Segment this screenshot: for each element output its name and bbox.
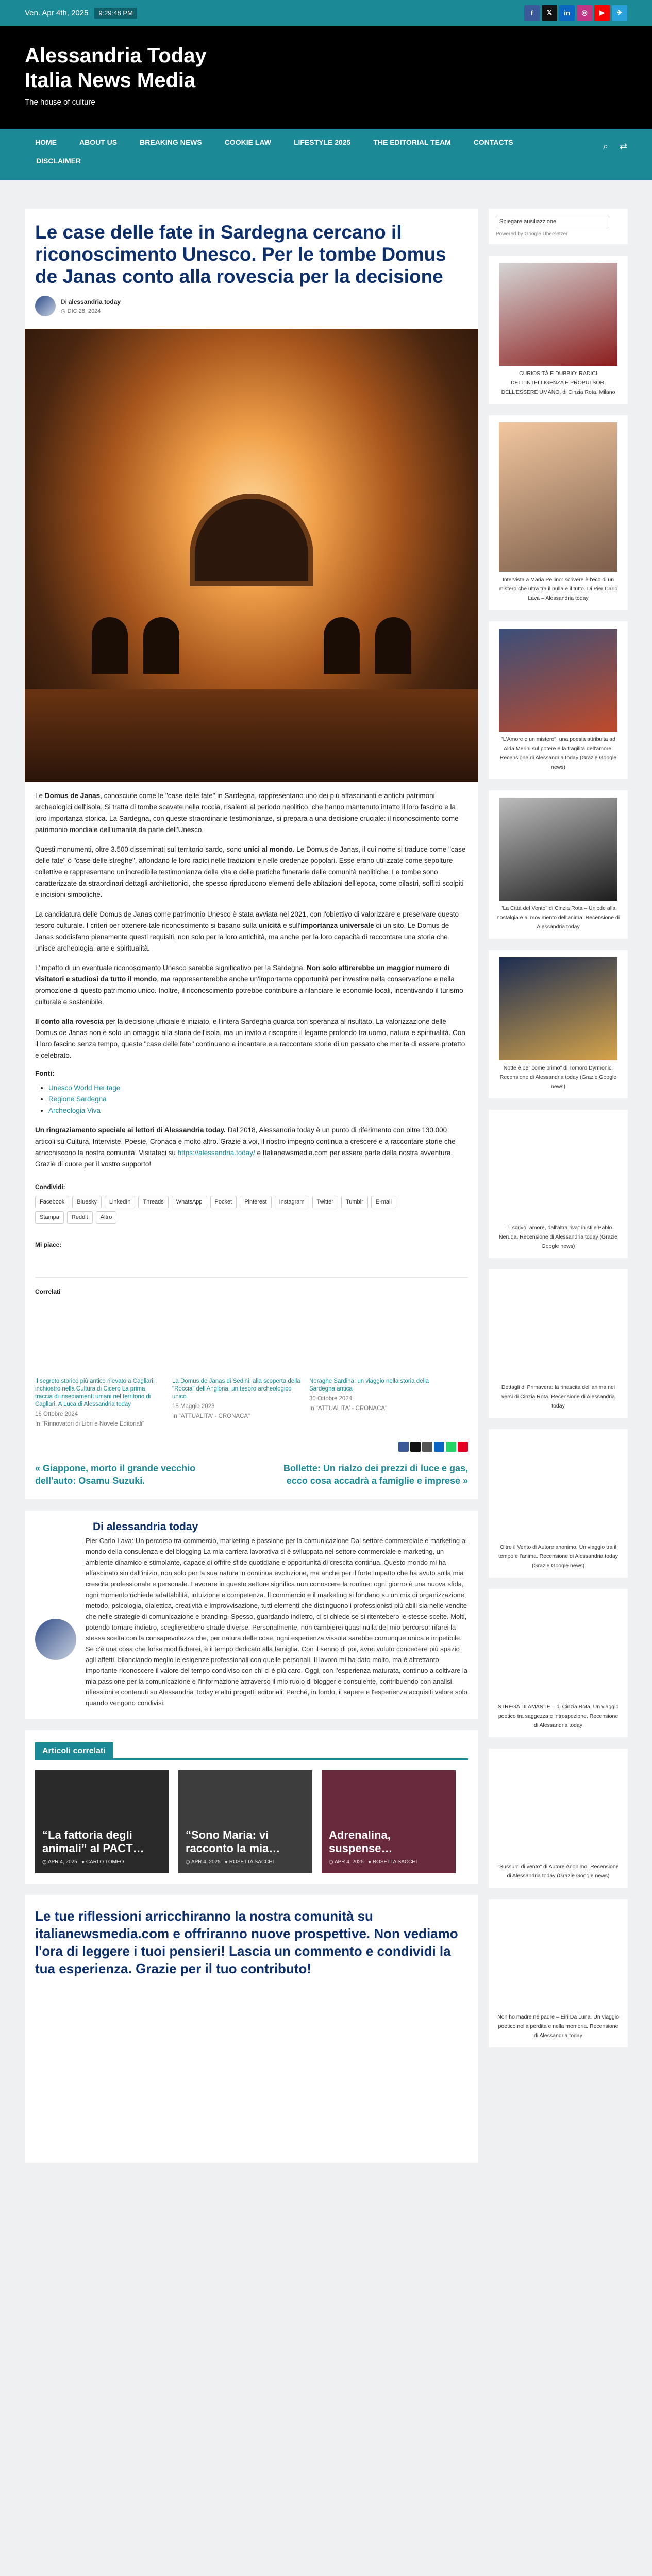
sidebar-post-caption[interactable]: CURIOSITÀ E DUBBIO: RADICI DELL'INTELLIGENZA E PROPULSORI DELL'ESSERE UMANO, di Cinzia Rota. Milano [501, 370, 615, 395]
sidebar-post-image[interactable] [499, 1436, 617, 1539]
tomb-entrance [190, 494, 313, 586]
telegram-icon[interactable]: ✈ [612, 5, 627, 21]
nav-item-contacts[interactable]: CONTACTS [473, 138, 513, 146]
facebook-icon[interactable]: f [524, 5, 540, 21]
related-title-link[interactable]: Il segreto storico più antico rilevato a Cagliari: inchiostro nella Cultura di Cicero La prima traccia di insediamenti umani nel territorio di Cagliari. A Luca di Alessandria today [35, 1378, 155, 1408]
related-articles [25, 1730, 478, 1884]
share-tumblr-button[interactable]: Tumblr [341, 1196, 368, 1208]
sidebar-post-image[interactable] [499, 957, 617, 1060]
sidebar-post-widget [489, 790, 628, 939]
article-body [35, 790, 468, 1170]
nav-item-about-us[interactable]: ABOUT US [79, 138, 118, 146]
nav-icons [603, 141, 627, 152]
site-title-line2[interactable]: Italia News Media [25, 69, 196, 92]
related-card[interactable] [178, 1770, 312, 1873]
nav-item-disclaimer[interactable]: DISCLAIMER [36, 157, 81, 165]
nav-menu [25, 129, 550, 170]
top-bar [0, 0, 652, 26]
ground [25, 689, 478, 782]
clock-icon: ◷ [61, 308, 68, 314]
related-category: In "Rinnovatori di Libri e Novele Editoriali" [35, 1421, 145, 1427]
current-time: 9:29:48 PM [94, 8, 137, 19]
tomb-arch [143, 617, 179, 674]
author-prefix: Di [61, 298, 67, 306]
related-item [35, 1378, 164, 1428]
sidebar-post-caption[interactable]: Intervista a Maria Pellino: scrivere è l'eco di un mistero che ultra tra il nulla e il tutto. Di Pier Carlo Lava – Alessandria today [498, 577, 618, 601]
divider [35, 1277, 468, 1278]
sidebar-post-widget [489, 1749, 628, 1888]
sidebar-post-image[interactable] [499, 1277, 617, 1380]
thanks-paragraph: Un ringraziamento speciale ai lettori di Alessandria today. Dal 2018, Alessandria today è un punto di riferimento con oltre 130.000 articoli su Cultura, Interviste, Poesie, Cronaca e molto altro. Grazie a voi, il nostro impegno continua a crescere e a raccontare storie che arricchiscono la nostra comunità. Visitateci su https://alessandria.today/ e Italianewsmedia.com per essere parte della nostra avventura. Grazie di cuore per il vostro supporto! [35, 1126, 456, 1168]
likes-label: Mi piace: [35, 1241, 62, 1248]
nav-item-breaking-news[interactable]: BREAKING NEWS [140, 138, 202, 146]
related-title-link[interactable]: La Domus de Janas di Sedini: alla scoperta della "Roccia" dell'Anglona, un tesoro archeologico unico [172, 1378, 300, 1400]
share-whatsapp-button[interactable]: WhatsApp [172, 1196, 207, 1208]
x-icon[interactable]: 𝕏 [542, 5, 557, 21]
related-cards [35, 1770, 468, 1873]
related-card-meta: ◷ APR 4, 2025 ● ROSETTA SACCHI [329, 1859, 417, 1865]
instagram-icon[interactable]: ◎ [577, 5, 592, 21]
sidebar-post-caption[interactable]: Dettagli di Primavera: la rinascita dell'anima nei versi di Cinzia Rota. Recensione di Alessandria today [501, 1384, 615, 1409]
post-date-text[interactable]: DIC 28, 2024 [67, 308, 101, 314]
shuffle-icon[interactable]: ⇄ [619, 141, 627, 151]
related-label: Correlati [35, 1288, 61, 1295]
related-card-title[interactable]: Adrenalina, suspense… [329, 1828, 393, 1855]
author-box-heading[interactable]: Di alessandria today [93, 1521, 198, 1533]
user-icon: ● [225, 1859, 229, 1865]
related-heading: Articoli correlati [35, 1742, 113, 1760]
related-date: 16 Ottobre 2024 [35, 1411, 78, 1417]
user-icon: ● [368, 1859, 373, 1865]
sidebar-post-caption[interactable]: Notte è per come primo" di Tomoro Dyrmonic. Recensione di Alessandria today (Grazie Google news) [499, 1065, 617, 1090]
related-item [172, 1378, 301, 1428]
main-content [25, 209, 478, 2163]
paragraph: Le Domus de Janas, conosciute come le "case delle fate" in Sardegna, rappresentano uno dei più affascinanti e antichi patrimoni archeologici dell'isola. Si tratta di tombe scavate nella roccia, risalenti al periodo neolitico, che hanno mantenuto intatto il loro fascino e la loro importanza storica. La Sardegna, con queste straordinarie testimonianze, si prepara a una decisione cruciale: il riconoscimento come patrimonio mondiale dell'umanità da parte dell'Unesco. [35, 792, 459, 834]
share-label: Condividi: [35, 1183, 65, 1191]
sidebar-post-caption[interactable]: "L'Amore e un mistero", una poesia attribuita ad Alda Merini sul potere e la fragilità dell'amore. Recensione di Alessandria today (Grazie Google news) [499, 736, 617, 770]
language-select[interactable]: Spiegare ausiliazzione [496, 216, 609, 227]
related-posts [35, 1378, 468, 1428]
social-links [524, 5, 627, 21]
sidebar-post-caption[interactable]: STREGA DI AMANTE – di Cinzia Rota. Un viaggio poetico tra saggezza e introspezione. Recensione di Alessandria today [497, 1704, 619, 1728]
post-date [61, 308, 121, 314]
post-navigation [35, 1462, 468, 1487]
sidebar-post-widget [489, 621, 628, 779]
clock-icon: ◷ [42, 1859, 48, 1865]
pinterest-icon[interactable] [458, 1442, 468, 1452]
site-title-line1[interactable]: Alessandria Today [25, 44, 207, 67]
article [25, 209, 478, 1499]
share-threads-button[interactable]: Threads [138, 1196, 168, 1208]
author-bio: Pier Carlo Lava: Un percorso tra commercio, marketing e passione per la comunicazione Dal settore commerciale e marketing al mondo della consulenza e del blogging La mia carriera lavorativa si è sviluppata nel settore commerciale e marketing, un ambiente dinamico e stimolante, capace di offrire sfide quotidiane e opportunità di crescita continua. Questo mondo mi ha affascinato sin dall'inizio, non solo per la sua natura in continua evoluzione, ma anche per il forte impatto che ha avuto sulla mia crescita professionale e personale. Lavorare in questo settore significa non conoscere la routine: ogni giorno è una nuova sfida, ogni momento richiede adattabilità, intuizione e competenza. Il commercio e il marketing si fondano su un mix di organizzazione, metodo, psicologia, dialettica, creatività e improvvisazione, tutti elementi che distinguono i professionisti più abili sia nelle vendite che nelle strategie di comunicazione e branding. Spesso, guardando indietro, ci si chiede se si ritentebero le stesse scelte. Molti, potendo tornare indietro, sceglierebbero strade diverse. Personalmente, non cambierei quasi nulla del mio percorso: rifarei la stessa scelta con la consapevolezza che, per natura delle cose, ogni esperienza vissuta sarebbe comunque unica e irripetibile. Se c'è una cosa che forse modificherei, è il tempo dedicato alla famiglia. Con il senno di poi, avrei voluto concedere più spazio agli affetti, bilanciando meglio le esigenze professionali con quelle personali. Il lavoro mi ha dato molto, ma è altrettanto importante riconoscere il valore del tempo condiviso con chi ci è più caro. Oggi, con l'esperienza maturata, continuo a coltivare la mia passione per la comunicazione e l'informazione attraverso il mio ruolo di blogger e consulente, contribuendo con analisi, riflessioni e contenuti su Alessandria Today e altri progetti editoriali. Perché, in fondo, il sapere e l'esperienza acquisiti valore solo quando vengono condivisi. [86, 1537, 467, 1707]
sidebar-post-widget [489, 415, 628, 610]
tomb-arch [324, 617, 360, 674]
comment-section [25, 1895, 478, 2163]
share-icons-small [35, 1442, 468, 1452]
user-icon: ● [81, 1859, 86, 1865]
author-box [25, 1511, 478, 1719]
share-pocket-button[interactable]: Pocket [210, 1196, 237, 1208]
sidebar-post-image[interactable] [499, 1596, 617, 1699]
share-stampa-button[interactable]: Stampa [35, 1211, 64, 1224]
sidebar-post-image[interactable] [499, 263, 617, 366]
site-title[interactable] [25, 43, 627, 93]
sidebar-post-caption[interactable]: Oltre il Vento di Autore anonimo. Un viaggio tra il tempo e l'anima. Recensione di Alessandria today (Grazie Google news) [498, 1544, 618, 1569]
sidebar-post-widget [489, 1899, 628, 2047]
related-card-meta: ◷ APR 4, 2025 ● CARLO TOMEO [42, 1859, 124, 1865]
x-icon[interactable] [410, 1442, 421, 1452]
main-nav [0, 129, 652, 180]
tomb-arch [375, 617, 411, 674]
paragraph: L'impatto di un eventuale riconoscimento Unesco sarebbe significativo per la Sardegna. Non solo attirerebbe un maggior numero di visitatori e studiosi da tutto il mondo, ma rappresenterebbe anche un'importante opportunità per investire nella conservazione e nella promozione di questo patrimonio unico. Inoltre, il riconoscimento potrebbe contribuire a rilanciare le economie locali, incentivando il turismo culturale e sostenibile. [35, 964, 463, 1006]
share-altro-button[interactable]: Altro [96, 1211, 117, 1224]
share-facebook-button[interactable]: Facebook [35, 1196, 69, 1208]
sidebar-post-widget [489, 950, 628, 1098]
share-linkedin-button[interactable]: LinkedIn [105, 1196, 136, 1208]
related-card[interactable] [322, 1770, 456, 1873]
share-reddit-button[interactable]: Reddit [67, 1211, 93, 1224]
current-date: Ven. Apr 4th, 2025 [25, 8, 89, 18]
featured-image [25, 329, 478, 782]
post-title: Le case delle fate in Sardegna cercano il riconoscimento Unesco. Per le tombe Domus de Janas conto alla rovescia per la decisione [35, 222, 446, 287]
site-tagline: The house of culture [25, 98, 95, 107]
source-item [48, 1105, 468, 1116]
share-bluesky-button[interactable]: Bluesky [72, 1196, 102, 1208]
nav-item-lifestyle-2025[interactable]: LIFESTYLE 2025 [293, 138, 351, 146]
sidebar-post-image[interactable] [499, 422, 617, 572]
sidebar-post-caption[interactable]: "La Città del Vento" di Cinzia Rota – Un'ode alla nostalgia e al movimento dell'anima. Recensione di Alessandria today [496, 905, 620, 930]
next-post-link[interactable]: Bollette: Un rialzo dei prezzi di luce e gas, ecco cosa accadrà a famiglie e imprese » [283, 1463, 468, 1486]
source-item [48, 1082, 468, 1094]
related-card-meta: ◷ APR 4, 2025 ● ROSETTA SACCHI [186, 1859, 274, 1865]
sources-label: Fonti: [35, 1070, 55, 1077]
prev-post-link[interactable]: « Giappone, morto il grande vecchio dell'auto: Osamu Suzuki. [35, 1463, 196, 1486]
sidebar [489, 209, 628, 2059]
clock-icon: ◷ [329, 1859, 335, 1865]
share-instagram-button[interactable]: Instagram [275, 1196, 309, 1208]
author-link[interactable]: alessandria today [68, 298, 121, 306]
source-link[interactable]: Unesco World Heritage [48, 1084, 121, 1092]
share-twitter-button[interactable]: Twitter [312, 1196, 338, 1208]
nav-item-the-editorial-team[interactable]: THE EDITORIAL TEAM [373, 138, 451, 146]
author-line [61, 298, 121, 306]
search-icon[interactable]: ⌕ [603, 141, 608, 151]
sidebar-post-caption[interactable]: "Sussurri di vento" di Autore Anonimo. Recensione di Alessandria today (Grazie Google news) [497, 1863, 619, 1879]
tomb-arch [92, 617, 128, 674]
comment-prompt: Le tue riflessioni arricchiranno la nostra comunità su italianewsmedia.com e offriranno nuove prospettive. Non vediamo l'ora di leggere i tuoi pensieri! Lascia un commento e condividi la tua esperienza. Grazie per il tuo contributo! [35, 1908, 458, 1976]
source-link[interactable]: Regione Sardegna [48, 1095, 107, 1103]
paragraph: Il conto alla rovescia per la decisione ufficiale è iniziato, e l'intera Sardegna guarda con speranza al risultato. La valorizzazione delle Domus de Janas non è solo un omaggio alla storia dell'isola, ma un invito a riscoprire il legame profondo tra uomo, natura e spiritualità. Con il loro fascino senza tempo, queste "case delle fate" continuano a incantare e a raccontare storie di un passato che merita di essere protetto e celebrato. [35, 1018, 465, 1059]
whatsapp-icon[interactable] [446, 1442, 456, 1452]
author-avatar-large[interactable] [35, 1619, 76, 1660]
site-link[interactable]: https://alessandria.today/ [177, 1149, 255, 1157]
paragraph: Questi monumenti, oltre 3.500 disseminati sul territorio sardo, sono unici al mondo. Le Domus de Janas, il cui nome si traduce come "case delle fate" o "case delle streghe", affondano le loro radici nelle tradizioni e nelle credenze popolari. Esse erano utilizzate come sepolture collettive e rappresentano un'incredibile testimonianza della vita e delle pratiche funerarie delle comunità neolitiche. Le tombe sono caratterizzate da straordinari dettagli architettonici, che spesso riproducono elementi delle abitazioni dell'epoca, come pilastri, soffitti scolpiti e incisioni simboliche. [35, 845, 466, 899]
sidebar-post-image[interactable] [499, 1756, 617, 1859]
related-card-title[interactable]: “La fattoria degli animali” al PACT… [42, 1828, 144, 1855]
source-item [48, 1094, 468, 1105]
sidebar-post-widget [489, 1589, 628, 1737]
post-byline [35, 296, 468, 316]
paragraph: La candidatura delle Domus de Janas come patrimonio Unesco è stata avviata nel 2021, con l'obiettivo di valorizzare e preservare questo tesoro culturale. I criteri per ottenere tale riconoscimento si basano sulla unicità e sull'importanza universale di un sito. Le Domus de Janas soddisfano pienamente questi requisiti, non solo per la loro antichità, ma anche per la loro capacità di raccontare una storia che unisce archeologia, arte e spiritualità. [35, 910, 459, 952]
related-category: In "ATTUALITA' - CRONACA" [172, 1413, 250, 1419]
sidebar-post-widget [489, 1269, 628, 1418]
sidebar-post-image[interactable] [499, 798, 617, 901]
sidebar-post-image[interactable] [499, 1906, 617, 2009]
sidebar-widgets [489, 256, 628, 2047]
sidebar-post-widget [489, 256, 628, 404]
date-time [25, 9, 137, 18]
sidebar-post-widget [489, 1110, 628, 1258]
author-avatar[interactable] [35, 296, 56, 316]
masthead [0, 26, 652, 129]
linkedin-icon[interactable] [434, 1442, 444, 1452]
facebook-icon[interactable] [398, 1442, 409, 1452]
sidebar-post-image[interactable] [499, 629, 617, 732]
share-buttons [35, 1196, 427, 1224]
related-date: 15 Maggio 2023 [172, 1403, 215, 1410]
sources-list [48, 1082, 468, 1116]
share-pinterest-button[interactable]: Pinterest [240, 1196, 271, 1208]
source-link[interactable]: Archeologia Viva [48, 1107, 101, 1114]
youtube-icon[interactable]: ▶ [594, 5, 610, 21]
related-item [309, 1378, 438, 1428]
related-card[interactable] [35, 1770, 169, 1873]
nav-item-cookie-law[interactable]: COOKIE LAW [224, 138, 271, 146]
sidebar-post-caption[interactable]: "Ti scrivo, amore, dall'altra riva" in stile Pablo Neruda. Recensione di Alessandria today (Grazie Google news) [499, 1225, 617, 1249]
sidebar-post-image[interactable] [499, 1117, 617, 1220]
translate-widget [489, 209, 628, 244]
related-date: 30 Ottobre 2024 [309, 1396, 353, 1402]
sidebar-post-widget [489, 1429, 628, 1578]
linkedin-icon[interactable]: in [559, 5, 575, 21]
nav-item-home[interactable]: HOME [35, 138, 57, 146]
related-category: In "ATTUALITA' - CRONACA" [309, 1405, 388, 1412]
sidebar-post-caption[interactable]: Non ho madre né padre – Eiri Da Luna. Un viaggio poetico nella perdita e nella memoria. Recensione di Alessandria today [497, 2014, 619, 2039]
email-icon[interactable] [422, 1442, 432, 1452]
related-card-title[interactable]: “Sono Maria: vi racconto la mia… [186, 1828, 280, 1855]
clock-icon: ◷ [186, 1859, 191, 1865]
powered-by: Powered by Google Übersetzer [496, 231, 568, 237]
share-e-mail-button[interactable]: E-mail [371, 1196, 396, 1208]
related-title-link[interactable]: Noraghe Sardina: un viaggio nella storia della Sardegna antica [309, 1378, 429, 1392]
